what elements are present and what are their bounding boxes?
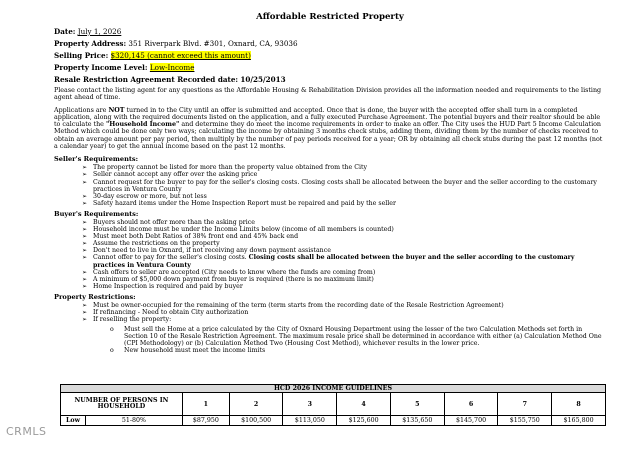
list-item-text: If refinancing - Need to obtain City authorization	[93, 308, 249, 316]
document-page	[54, 10, 606, 355]
list-item-text: Must sell the Home at a price calculated by the City of Oxnard Housing Department using the lesser of the two Calculation Methods set forth in Section 10 of the Resale Restriction Agreement. The maximum resale price shall be determined in accordance with either (a) Calculation Method One (CPI Methodology) or (b) Calculation Method Two (Housing Cost Method), whichever results in the lower price.	[124, 326, 602, 348]
income-cell: $100,500	[229, 416, 283, 426]
resale-date-value: 10/25/2013	[240, 75, 286, 84]
address-line	[54, 39, 606, 48]
property-restrictions-list	[54, 302, 606, 323]
list-item-text: If reselling the property:	[93, 316, 172, 324]
income-cell: $87,950	[182, 416, 229, 426]
list-item	[82, 233, 606, 240]
list-item	[82, 164, 606, 171]
list-item-text: Must be owner-occupied for the remaining of the term (term starts from the recording date of the Resale Restriction Agreement)	[93, 301, 504, 309]
buyer-requirements-heading: Buyer's Requirements:	[54, 209, 139, 218]
persons-col-6: 6	[444, 393, 498, 416]
list-item-text: Assume the restrictions on the property	[93, 240, 220, 248]
list-item	[110, 347, 606, 354]
arrow-bullet-icon: ➢	[82, 282, 88, 290]
list-item-text: Home Inspection is required and paid by buyer	[93, 282, 243, 290]
list-item	[82, 283, 606, 290]
persons-col-7: 7	[498, 393, 552, 416]
list-item	[82, 276, 606, 283]
income-level-label: Property Income Level:	[54, 63, 148, 72]
applications-paragraph	[54, 107, 606, 151]
circle-bullet-icon: o	[110, 347, 114, 355]
income-level-cell: Low	[61, 416, 86, 426]
arrow-bullet-icon: ➢	[82, 192, 88, 200]
arrow-bullet-icon: ➢	[82, 316, 88, 324]
persons-col-5: 5	[390, 393, 444, 416]
document-title: Affordable Restricted Property	[256, 12, 404, 22]
income-level-line	[54, 63, 606, 72]
applications-text-pre: Applications are	[54, 106, 109, 114]
income-cell: $125,600	[337, 416, 391, 426]
arrow-bullet-icon: ➢	[82, 254, 88, 262]
arrow-bullet-icon: ➢	[82, 268, 88, 276]
list-item-text: Don't need to live in Oxnard, if not receiving any down payment assistance	[93, 247, 331, 255]
arrow-bullet-icon: ➢	[82, 247, 88, 255]
income-level-value: Low-Income	[149, 63, 195, 72]
selling-price-value: $320,145 (cannot exceed this amount)	[110, 51, 251, 60]
income-cell: $145,700	[444, 416, 498, 426]
list-item	[82, 254, 606, 268]
income-cell: $113,050	[283, 416, 337, 426]
list-item-text: Household income must be under the Income Limits below (income of all members is counted)	[93, 226, 394, 234]
arrow-bullet-icon: ➢	[82, 233, 88, 241]
list-item-text: Must meet both Debt Ratios of 38% front end and 45% back end	[93, 233, 299, 241]
household-income-term: "Household Income"	[105, 121, 180, 129]
list-item	[82, 226, 606, 233]
list-item-text: Cash offers to seller are accepted (City needs to know where the funds are coming from)	[93, 268, 376, 276]
arrow-bullet-icon: ➢	[82, 308, 88, 316]
persons-header: NUMBER OF PERSONS IN HOUSEHOLD	[61, 393, 183, 416]
arrow-bullet-icon: ➢	[82, 275, 88, 283]
list-item	[82, 171, 606, 178]
date-value: July 1, 2026	[77, 27, 122, 36]
address-value: 351 Riverpark Blvd. #301, Oxnard, CA, 93036	[128, 39, 298, 48]
arrow-bullet-icon: ➢	[82, 199, 88, 207]
arrow-bullet-icon: ➢	[82, 240, 88, 248]
persons-col-2: 2	[229, 393, 283, 416]
list-item-text: The property cannot be listed for more than the property value obtained from the City	[93, 164, 368, 172]
income-table-title: HCD 2026 INCOME GUIDELINES	[61, 385, 606, 393]
resale-sub-list	[54, 326, 606, 354]
applications-not: NOT	[108, 106, 125, 114]
list-item-text: Cannot request for the buyer to pay for the seller's closing costs. Closing costs shall be allocated between the buyer and the seller according to the customary practices in Ventura County	[93, 178, 597, 193]
list-item-text: Seller cannot accept any offer over the asking price	[93, 171, 258, 179]
arrow-bullet-icon: ➢	[82, 301, 88, 309]
list-item-text: Buyers should not offer more than the asking price	[93, 218, 255, 226]
arrow-bullet-icon: ➢	[82, 178, 88, 186]
income-cell: $135,650	[390, 416, 444, 426]
intro-paragraph: Please contact the listing agent for any questions as the Affordable Housing & Rehabilitation Division provides all the information needed and requirements to the listing agent ahead of time.	[54, 87, 602, 102]
list-item	[82, 179, 606, 193]
list-item-text: 30-day escrow or more, but not less	[93, 192, 207, 200]
list-item	[82, 193, 606, 200]
persons-col-3: 3	[283, 393, 337, 416]
buyer-requirements-list	[54, 219, 606, 290]
applications-text-mid: turned in to the City until an offer is submitted and accepted. Once that is done, the buyer with the accepted offer shall turn in a completed application, along with the required documents listed on the application, and a fully executed Purchase Agreement. The potential buyers and their realtor should be able to calculate the	[54, 106, 601, 129]
income-guidelines-table	[60, 384, 606, 426]
list-item	[82, 200, 606, 207]
applications-text-post: and determine they do meet the income requirements in order to make an offer. The City uses the HUD Part 5 Income Calculation Method which could be done only two ways; calculating the income by obtaining 3 months check stubs, adding them, dividing them by the number of checks received to obtain an average amount per pay period, then multiply by the number of pay periods received for a year; OR by obtaining all check stubs during the past 12 months (not a calendar year) to get the annual income based on the past 12 months.	[54, 121, 603, 151]
list-item	[82, 316, 606, 323]
list-item-text: A minimum of $5,000 down payment from buyer is required (there is no maximum limit)	[93, 275, 374, 283]
income-cell: $165,800	[552, 416, 606, 426]
list-item	[82, 309, 606, 316]
persons-col-1: 1	[182, 393, 229, 416]
arrow-bullet-icon: ➢	[82, 171, 88, 179]
list-item	[82, 247, 606, 254]
date-line	[54, 27, 606, 36]
crmls-watermark-logo: CRMLS	[6, 425, 47, 438]
arrow-bullet-icon: ➢	[82, 164, 88, 172]
date-label: Date:	[54, 27, 76, 36]
table-row	[61, 416, 606, 426]
income-cell: $155,750	[498, 416, 552, 426]
list-item-text: Cannot offer to pay for the seller's closing costs.	[93, 254, 249, 262]
selling-price-label: Selling Price:	[54, 51, 109, 60]
arrow-bullet-icon: ➢	[82, 218, 88, 226]
arrow-bullet-icon: ➢	[82, 226, 88, 234]
selling-price-line	[54, 51, 606, 60]
seller-requirements-list	[54, 164, 606, 207]
list-item	[82, 302, 606, 309]
list-item	[82, 269, 606, 276]
ami-cell: 51-80%	[86, 416, 183, 426]
persons-col-4: 4	[337, 393, 391, 416]
list-item-bold-text: Closing costs shall be allocated between the buyer and the seller according to the customary practices in Ventura County	[93, 254, 575, 269]
list-item-text: New household must meet the income limits	[124, 347, 266, 355]
address-label: Property Address:	[54, 39, 127, 48]
seller-requirements-heading: Seller's Requirements:	[54, 155, 139, 164]
circle-bullet-icon: o	[110, 326, 114, 334]
resale-date-line	[54, 75, 606, 84]
list-item	[82, 240, 606, 247]
list-item	[82, 219, 606, 226]
list-item-text: Safety hazard items under the Home Inspection Report must be repaired and paid by the seller	[93, 199, 396, 207]
list-item	[110, 326, 606, 347]
resale-date-label: Resale Restriction Agreement Recorded date:	[54, 75, 239, 84]
persons-col-8: 8	[552, 393, 606, 416]
property-restrictions-heading: Property Restrictions:	[54, 292, 136, 301]
